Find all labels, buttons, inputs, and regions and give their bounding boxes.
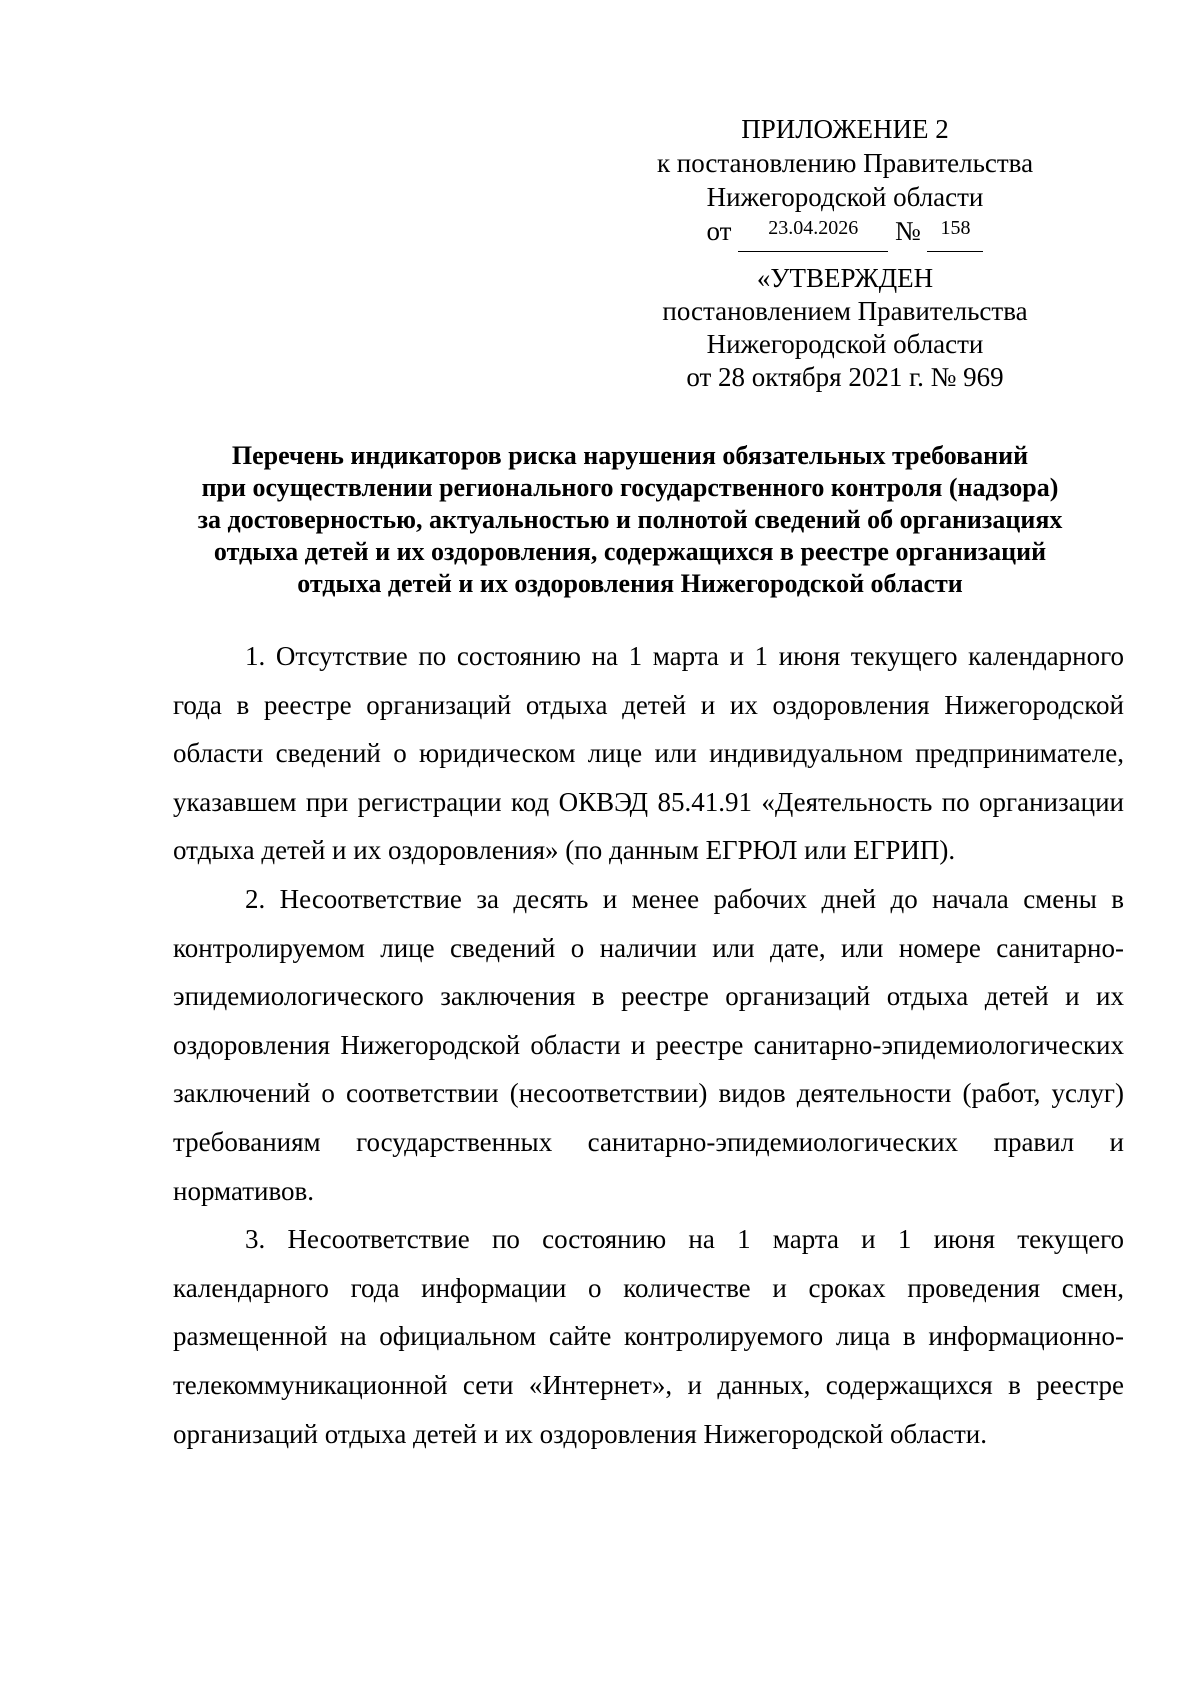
appendix-title: ПРИЛОЖЕНИЕ 2 (741, 114, 949, 144)
title-line-4: отдыха детей и их оздоровления, содержащихся в реестре организаций (213, 537, 1047, 566)
approved-line-3: Нижегородской области (706, 329, 984, 359)
paragraph-3: 3. Несоответствие по состоянию на 1 марта и 1 июня текущего календарного года информации о количестве и сроках проведения смен, размещенной на официальном сайте контролируемого лица в информационно-телекоммуникационной сети «Интернет», и данных, содержащихся в реестре организаций отдыха детей и их оздоровления Нижегородской области. (173, 1224, 1124, 1449)
document-body (173, 632, 1124, 1458)
number-sign: № (894, 216, 921, 246)
approved-block (620, 262, 1070, 394)
title-line-2: при осуществлении регионального государственного контроля (надзора) (201, 473, 1059, 502)
title-line-3: за достоверностью, актуальностью и полнотой сведений об организациях (197, 505, 1063, 534)
number-field (927, 214, 983, 252)
title-line-5: отдыха детей и их оздоровления Нижегородской области (297, 569, 963, 598)
paragraph-1: 1. Отсутствие по состоянию на 1 марта и 1 июня текущего календарного года в реестре организаций отдыха детей и их оздоровления Нижегородской области сведений о юридическом лице или индивидуальном предпринимателе, указавшем при регистрации код ОКВЭД 85.41.91 «Деятельность по организации отдыха детей и их оздоровления» (по данным ЕГРЮЛ или ЕГРИП). (173, 641, 1124, 866)
approved-line-4: от 28 октября 2021 г. № 969 (686, 362, 1004, 392)
appendix-date-row (620, 214, 1070, 252)
approved-line-2: постановлением Правительства (662, 296, 1028, 326)
paragraph-2: 2. Несоответствие за десять и менее рабочих дней до начала смены в контролируемом лице сведений о наличии или дате, или номере санитарно-эпидемиологического заключения в реестре организаций отдыха детей и их оздоровления Нижегородской области и реестре санитарно-эпидемиологических заключений о соответствии (несоответствии) видов деятельности (работ, услуг) требованиям государственных санитарно-эпидемиологических правил и нормативов. (173, 883, 1124, 1206)
appendix-line-2: Нижегородской области (706, 182, 984, 212)
approved-line-1: «УТВЕРЖДЕН (756, 263, 934, 293)
number-value: 158 (940, 217, 971, 239)
date-field (738, 214, 888, 252)
document-title (150, 440, 1110, 600)
appendix-header (620, 112, 1070, 252)
title-line-1: Перечень индикаторов риска нарушения обязательных требований (231, 441, 1029, 470)
date-prefix: от (706, 216, 732, 246)
date-value: 23.04.2026 (768, 217, 859, 239)
appendix-line-1: к постановлению Правительства (656, 148, 1034, 178)
